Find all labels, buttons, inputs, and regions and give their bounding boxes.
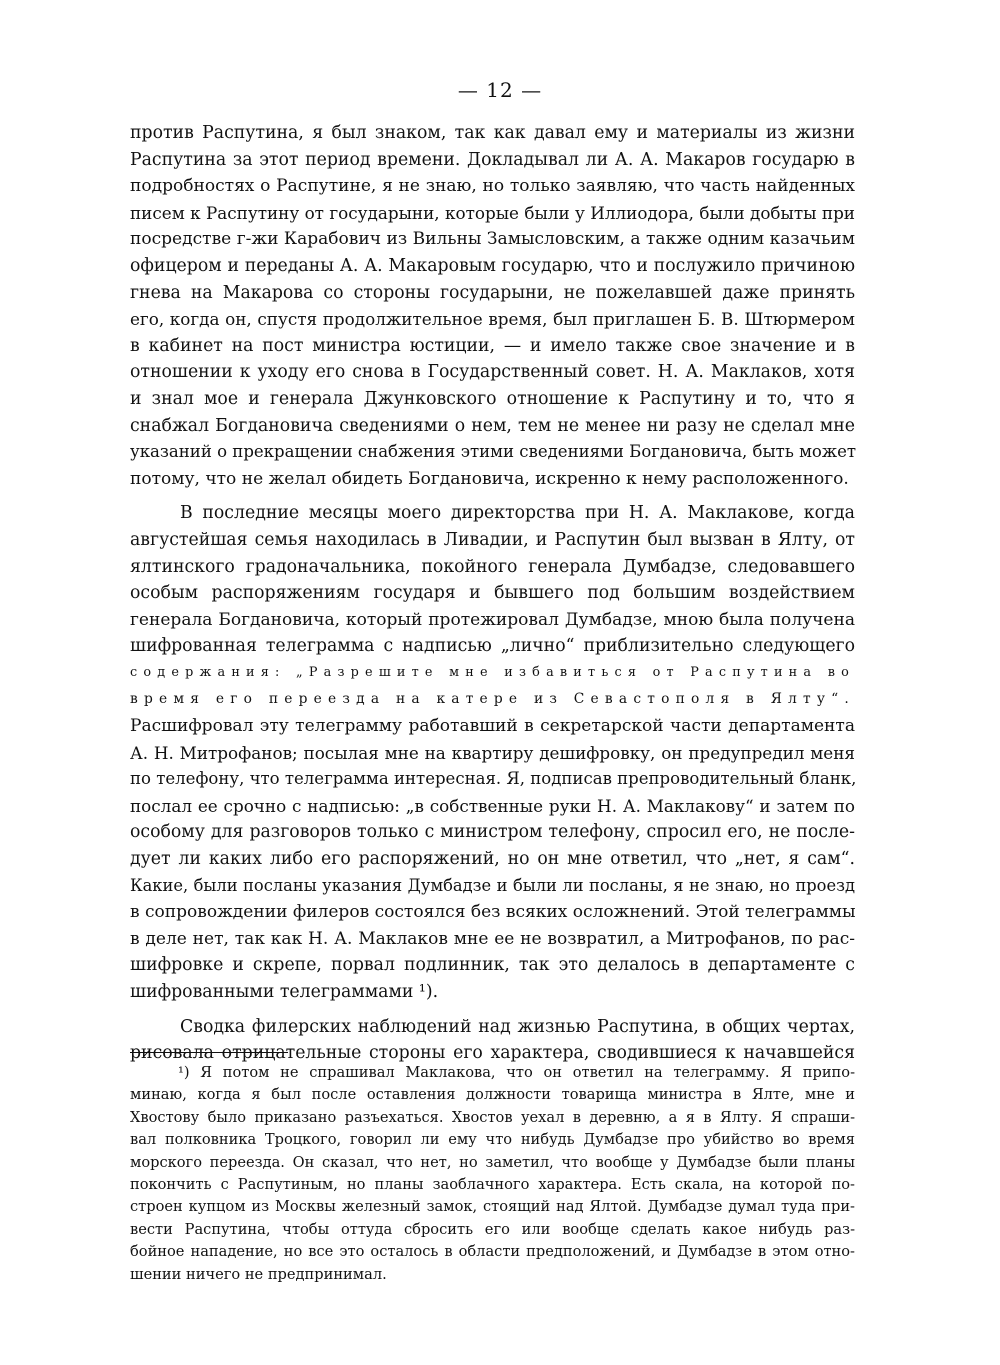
text-line: писем к Распутину от государыни, которые были у Иллиодора, были добыты при [130,202,855,223]
text-line: ялтинского градоначальника, покойного генерала Думбадзе, следовавшего [130,556,855,577]
main-text [130,120,855,1067]
text-line: августейшая семья находилась в Ливадии, и Распутин был вызван в Ялту, от [130,529,855,550]
footnote-line: бойное нападение, но все это осталось в области предположений, и Думбадзе в этом отно- [130,1243,855,1261]
text-line: посредстве г-жи Карабович из Вильны Замысловским, а также одним казачьим [130,229,855,250]
text-line: по телефону, что телеграмма интересная. Я, подписав препроводительный бланк, [130,769,857,789]
text-line: в сопровождении филеров состоялся без всяких осложнений. Этой телеграммы [130,902,856,923]
text-line: против Распутина, я был знаком, так как давал ему и материалы из жизни [130,123,855,143]
text-line: А. Н. Митрофанов; посылая мне на квартиру дешифровку, он предупредил меня [130,742,855,763]
footnote-line: морского переезда. Он сказал, что нет, но заметил, что вообще у Думбадзе были планы [130,1153,855,1171]
text-line: его, когда он, спустя продолжительное время, был приглашен Б. В. Штюрмером [130,309,855,330]
text-line: отношении к уходу его снова в Государственный совет. Н. А. Маклаков, хотя [130,362,855,383]
text-line: в деле нет, так как Н. А. Маклаков мне ее не возвратил, а Митрофанов, по рас- [130,928,855,949]
footnote [130,1062,855,1286]
text-line: шифрованная телеграмма с надписью „лично“ приблизительно следующего [130,636,855,657]
text-line: подробностях о Распутине, я не знаю, но только заявляю, что часть найденных [130,176,855,197]
footnote-line: ¹) Я потом не спрашивал Маклакова, что он ответил на телеграмму. Я припо- [178,1064,855,1081]
text-line: шифровке и скрепе, порвал подлинник, так это делалось в департаменте с [130,955,855,976]
text-line: Какие, были посланы указания Думбадзе и были ли посланы, я не знаю, но проезд [130,875,855,895]
text-line: Распутина за этот период времени. Докладывал ли А. А. Макаров государю в [130,149,855,170]
text-line: потому, что не желал обидеть Богдановича, искренно к нему расположенного. [130,468,849,489]
text-line: рисовала отрицательные стороны его характера, сводившиеся к начавшейся [130,1043,855,1064]
text-line: послал ее срочно с надписью: „в собственные руки Н. А. Маклакову“ и затем по [130,795,855,816]
text-line: генерала Богдановича, который протежировал Думбадзе, мною была получена [130,609,855,630]
text-line: Расшифровал эту телеграмму работавший в секретарской части департамента [130,716,855,737]
text-line: офицером и переданы А. А. Макаровым государю, что и послужило причиною [130,255,855,276]
text-line: особым распоряжениям государя и бывшего под большим воздействием [130,583,855,604]
text-line: шифрованными телеграммами ¹). [130,982,439,1002]
page-number: — 12 — [457,78,543,102]
footnote-divider [130,1052,288,1053]
text-line: в кабинет на пост министра юстиции, — и имело также свое значение и в [130,335,855,356]
text-line: снабжал Богдановича сведениями о нем, тем не менее ни разу не сделал мне [130,415,855,436]
text-line: Сводка филерских наблюдений над жизнью Распутина, в общих чертах, [180,1016,855,1037]
footnote-line: шении ничего не предпринимал. [130,1265,387,1283]
text-line: указаний о прекращении снабжения этими сведениями Богдановича, быть может [130,442,857,462]
text-line: содержания: „Разрешите мне избавиться от Распутина во [130,664,855,680]
footnote-line: вести Распутина, чтобы оттуда сбросить его или вообще сделать какое нибудь раз- [130,1220,855,1238]
text-line: В последние месяцы моего директорства при Н. А. Маклакове, когда [180,503,855,524]
text-line: особому для разговоров только с министром телефону, спросил его, не после- [130,822,855,843]
text-line: дует ли каких либо его распоряжений, но он мне ответил, что „нет, я сам“. [130,849,855,870]
footnote-line: покончить с Распутиным, но планы заоблачного характера. Есть скала, на которой по- [130,1176,855,1194]
footnote-line: вал полковника Троцкого, говорил ли ему что нибудь Думбадзе про убийство во время [130,1131,855,1149]
text-line: гнева на Макарова со стороны государыни, не пожелавшей даже принять [130,282,855,303]
footnote-line: минаю, когда я был после оставления должности товарища министра в Ялте, мне и [130,1086,855,1104]
footnote-line: строен купцом из Москвы железный замок, стоящий над Ялтой. Думбадзе думал туда при- [130,1198,855,1216]
text-line: и знал мое и генерала Джунковского отношение к Распутину и то, что я [130,388,855,409]
text-line: время его переезда на катере из Севастополя в Ялту“. [130,691,855,708]
footnote-line: Хвостову было приказано разъехаться. Хвостов уехал в деревню, а я в Ялту. Я спраши- [130,1108,855,1126]
